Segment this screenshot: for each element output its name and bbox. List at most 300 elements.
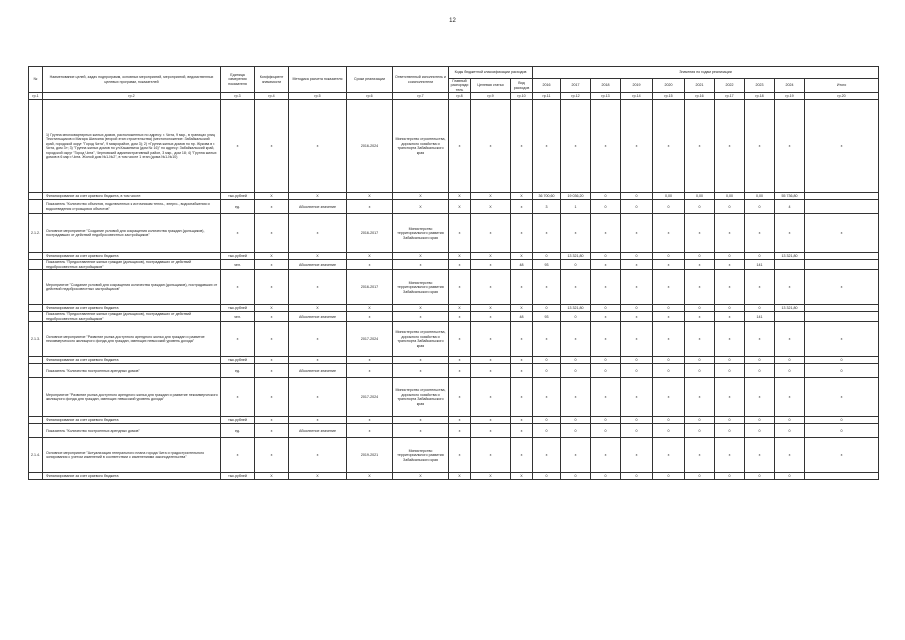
row-executor: х (393, 260, 449, 270)
row-method: Х (289, 253, 347, 260)
row-period: х (347, 417, 393, 424)
row-value-2019: х (621, 322, 653, 357)
table-row (29, 305, 879, 312)
col-number: гр.16 (685, 93, 715, 100)
row-value-2019: х (621, 260, 653, 270)
row-value-2020: 0 (653, 253, 685, 260)
row-code-vr: х (511, 378, 533, 417)
row-name: Финансирование за счет краевого бюджета (43, 473, 221, 480)
row-value-2016: х (533, 270, 561, 305)
row-value-2023: 0 (745, 417, 775, 424)
table-row (29, 357, 879, 364)
row-executor: Х (393, 253, 449, 260)
row-coef: х (255, 100, 289, 193)
row-value-2023: х (745, 100, 775, 193)
table-row (29, 473, 879, 480)
row-number: 2.1.4. (29, 438, 43, 473)
row-value-2016: х (533, 214, 561, 253)
row-unit: ед. (221, 364, 255, 378)
col-number: гр.3 (221, 93, 255, 100)
row-value-2024: 0 (775, 424, 805, 438)
row-value-2023: 0 (745, 200, 775, 214)
col-number: гр.8 (449, 93, 471, 100)
row-code-vr: х (511, 200, 533, 214)
table-row (29, 417, 879, 424)
row-unit: тыс.рублей (221, 357, 255, 364)
row-value-2020: х (653, 312, 685, 322)
row-value-2018: х (591, 214, 621, 253)
row-coef: х (255, 438, 289, 473)
row-period: Х (347, 305, 393, 312)
header-year: 2023 (745, 79, 775, 93)
row-value-2020: х (653, 378, 685, 417)
table-row (29, 312, 879, 322)
row-number (29, 260, 43, 270)
row-value-total: х (805, 100, 879, 193)
row-value-2019: х (621, 438, 653, 473)
col-number: гр.14 (621, 93, 653, 100)
table-row (29, 270, 879, 305)
row-period: х (347, 424, 393, 438)
row-code-csr: х (471, 100, 511, 193)
row-value-2019: х (621, 312, 653, 322)
row-value-2020: х (653, 214, 685, 253)
row-name: Финансирование за счет краевого бюджета (43, 417, 221, 424)
table-row (29, 253, 879, 260)
row-number (29, 305, 43, 312)
row-unit: ед. (221, 424, 255, 438)
row-value-2022: х (715, 270, 745, 305)
row-value-2018: 0 (591, 253, 621, 260)
row-value-2020: 0,00 (653, 193, 685, 200)
row-executor: Министерство территориального развития Забайкальского края (393, 214, 449, 253)
row-value-2024: х (775, 100, 805, 193)
row-value-2017: 1 (561, 200, 591, 214)
row-method: Х (289, 193, 347, 200)
row-number (29, 473, 43, 480)
row-executor: Х (393, 473, 449, 480)
header-code-vr: Вид расходов (511, 79, 533, 93)
row-name: Основное мероприятие "Создание условий для сокращения количества граждан (дольщиков), пострадавших от действий недобросовестных застройщиков" (43, 214, 221, 253)
row-value-2017: х (561, 378, 591, 417)
header-year: 2016 (533, 79, 561, 93)
program-table (28, 66, 879, 480)
row-value-2018: 0 (591, 200, 621, 214)
row-coef: х (255, 260, 289, 270)
row-value-2017: 0 (561, 357, 591, 364)
row-value-2016: 3 (533, 200, 561, 214)
row-coef: х (255, 357, 289, 364)
row-value-2024: х (775, 378, 805, 417)
row-value-2019: 0 (621, 357, 653, 364)
row-value-2023: 141 (745, 312, 775, 322)
row-value-2019: 0 (621, 253, 653, 260)
row-code-gr: Х (449, 305, 471, 312)
row-period: Х (347, 193, 393, 200)
row-value-2016: 93 (533, 312, 561, 322)
row-unit: х (221, 100, 255, 193)
header-year: 2024 (775, 79, 805, 93)
row-coef: х (255, 200, 289, 214)
row-value-2016: 36 700,60 (533, 193, 561, 200)
row-value-2022: 0 (715, 364, 745, 378)
row-value-2018: х (591, 270, 621, 305)
row-code-vr: х (511, 417, 533, 424)
row-coef: х (255, 424, 289, 438)
row-code-vr: Х (511, 193, 533, 200)
row-value-2021: 0,00 (685, 193, 715, 200)
table-row (29, 200, 879, 214)
row-code-gr: х (449, 417, 471, 424)
row-executor: Министерство территориального развития Забайкальского края (393, 438, 449, 473)
header-values-title: Значения по годам реализации (533, 67, 879, 79)
col-number: гр.11 (533, 93, 561, 100)
row-value-2024: 4 (775, 200, 805, 214)
row-unit: х (221, 214, 255, 253)
row-value-2020: 0 (653, 364, 685, 378)
header-executor: Ответственный исполнитель и соисполнители (393, 67, 449, 93)
table-row (29, 322, 879, 357)
row-value-2024: 55 736,80 (775, 193, 805, 200)
row-code-csr: Х (471, 305, 511, 312)
row-name: Показатель "Количество построенных арендных домов" (43, 424, 221, 438)
row-value-2023: 0 (745, 364, 775, 378)
table-row (29, 438, 879, 473)
row-code-csr: х (471, 270, 511, 305)
row-value-2023: х (745, 438, 775, 473)
row-value-2020: х (653, 438, 685, 473)
row-value-2024: 0 (775, 364, 805, 378)
row-unit: чел. (221, 312, 255, 322)
row-value-2020: х (653, 100, 685, 193)
row-period: х (347, 200, 393, 214)
row-value-2018: х (591, 378, 621, 417)
row-value-2022: 0 (715, 357, 745, 364)
row-period: 2017-2024 (347, 322, 393, 357)
row-value-2016: 0 (533, 417, 561, 424)
row-value-total: 0 (805, 357, 879, 364)
row-method: х (289, 270, 347, 305)
row-value-2022: 0 (715, 417, 745, 424)
row-method: Абсолютное значение (289, 312, 347, 322)
row-value-total: х (805, 270, 879, 305)
row-code-gr: х (449, 100, 471, 193)
row-value-2022: х (715, 260, 745, 270)
row-value-2024: х (775, 214, 805, 253)
row-unit: тыс.рублей (221, 253, 255, 260)
row-value-2023: 0 (745, 305, 775, 312)
row-value-2016: 0 (533, 473, 561, 480)
row-method: Абсолютное значение (289, 260, 347, 270)
row-executor: х (393, 364, 449, 378)
row-name: Финансирование за счет краевого бюджета (43, 357, 221, 364)
row-value-total (805, 253, 879, 260)
row-number (29, 312, 43, 322)
row-value-2017: х (561, 270, 591, 305)
row-value-2022: 0 (715, 424, 745, 438)
row-value-2024: х (775, 322, 805, 357)
row-executor: х (393, 417, 449, 424)
row-period: Х (347, 253, 393, 260)
row-code-gr: х (449, 312, 471, 322)
row-value-2021: х (685, 378, 715, 417)
row-value-2022: х (715, 214, 745, 253)
row-value-2016: 0 (533, 424, 561, 438)
row-period: 2016-2017 (347, 270, 393, 305)
header-code-csr: Целевая статья (471, 79, 511, 93)
row-value-2020: 0 (653, 424, 685, 438)
table-row (29, 100, 879, 193)
row-method: Абсолютное значение (289, 424, 347, 438)
row-value-2017: 0 (561, 260, 591, 270)
row-code-gr: х (449, 357, 471, 364)
row-coef: х (255, 214, 289, 253)
row-method: х (289, 322, 347, 357)
row-number: 2.1.2. (29, 214, 43, 253)
row-value-2017: 0 (561, 424, 591, 438)
row-value-2018: 0 (591, 305, 621, 312)
header-total: Итого (805, 79, 879, 93)
row-unit: ед. (221, 200, 255, 214)
row-value-2019: х (621, 214, 653, 253)
row-method: Абсолютное значение (289, 200, 347, 214)
row-value-2021: х (685, 214, 715, 253)
row-value-2020: х (653, 322, 685, 357)
col-number: гр.1 (29, 93, 43, 100)
row-coef: Х (255, 193, 289, 200)
header-coef: Коэффициент значимости (255, 67, 289, 93)
row-code-csr: Х (471, 253, 511, 260)
header-period: Сроки реализации (347, 67, 393, 93)
row-number (29, 253, 43, 260)
row-coef: х (255, 270, 289, 305)
header-unit: Единица измерения показателя (221, 67, 255, 93)
row-value-2016: х (533, 100, 561, 193)
row-number (29, 424, 43, 438)
row-name: Показатель "Количество построенных арендных домов" (43, 364, 221, 378)
row-value-2017: 0 (561, 417, 591, 424)
row-method: Х (289, 305, 347, 312)
row-method: х (289, 214, 347, 253)
row-number (29, 364, 43, 378)
row-method: х (289, 357, 347, 364)
row-method: Абсолютное значение (289, 364, 347, 378)
row-value-2021: 0 (685, 417, 715, 424)
row-value-2021: 0 (685, 473, 715, 480)
row-value-2024: 13 321,80 (775, 305, 805, 312)
row-value-2024: х (775, 438, 805, 473)
table-row (29, 424, 879, 438)
row-unit: х (221, 438, 255, 473)
row-code-csr: х (471, 424, 511, 438)
row-coef: х (255, 378, 289, 417)
row-code-csr: Х (471, 193, 511, 200)
table-row (29, 214, 879, 253)
row-number (29, 200, 43, 214)
row-value-total (805, 473, 879, 480)
row-period: х (347, 364, 393, 378)
row-value-2018: 0 (591, 424, 621, 438)
row-value-2021: 0 (685, 200, 715, 214)
row-value-2016: 0 (533, 357, 561, 364)
row-code-vr: х (511, 100, 533, 193)
row-value-2022: х (715, 438, 745, 473)
row-value-2017: 19 036,20 (561, 193, 591, 200)
row-code-vr: х (511, 270, 533, 305)
row-value-2024: 13 321,80 (775, 253, 805, 260)
row-executor: х (393, 424, 449, 438)
col-number: гр.10 (511, 93, 533, 100)
row-value-2024: 0 (775, 473, 805, 480)
row-coef: Х (255, 473, 289, 480)
row-method: х (289, 417, 347, 424)
row-coef: х (255, 322, 289, 357)
row-value-2019: 0 (621, 200, 653, 214)
row-code-csr: х (471, 438, 511, 473)
row-value-2024: 0 (775, 357, 805, 364)
table-row (29, 260, 879, 270)
row-value-2018: х (591, 100, 621, 193)
row-value-2018: 0 (591, 473, 621, 480)
row-code-vr: 48 (511, 312, 533, 322)
row-number: 2.1.3. (29, 322, 43, 357)
row-value-2017: 0 (561, 473, 591, 480)
row-name: Показатель "Предоставление жилых граждан (дольщиков), пострадавших от действий недобросовестных застройщиков" (43, 260, 221, 270)
row-coef: Х (255, 305, 289, 312)
table-row (29, 193, 879, 200)
row-value-2022: 0 (715, 473, 745, 480)
row-code-csr: х (471, 322, 511, 357)
row-value-total: х (805, 378, 879, 417)
row-unit: тыс.рублей (221, 417, 255, 424)
row-code-gr: х (449, 364, 471, 378)
row-code-gr: Х (449, 193, 471, 200)
row-name: Финансирование за счет краевого бюджета (43, 253, 221, 260)
row-code-csr: Х (471, 473, 511, 480)
header-budget-codes: Коды бюджетной классификации расходов (449, 67, 533, 79)
row-name: Основное мероприятие "Актуализация генерального плана города Чита и градостроительного зонирования с учетом изменений в соответствии с изменениями законодательства" (43, 438, 221, 473)
table-header (29, 67, 879, 93)
row-code-vr: х (511, 357, 533, 364)
row-value-2020: 0 (653, 417, 685, 424)
row-name: Финансирование за счет краевого бюджета (43, 305, 221, 312)
row-value-total (805, 200, 879, 214)
row-value-2022: х (715, 312, 745, 322)
row-executor: х (393, 312, 449, 322)
row-name: 1) Группа многоквартирных жилых домов, расположенных по адресу: г. Чита, 9 мкр., в границах улиц Текстильщиков и Магара Шилкина (второй этап строительства) (местоположение: Забайкальский край, городской округ "Город Чита", 9 микрорайон, дом 3); 2) «Группа жилых домов по пр. Жукова в г. Чита, дом 3»; 3) "Группа жилых домов по ул.Кашкевича (дом № 16)" по адресу: Забайкальский край, городской округ "Город Чита", Черновский административный район, 3 мкр., дом 18; 4) "Группа жилых домов в 6 мкр г.Чита. Жилой дом №1-№2", в том числе 1 этап (дома №1-№10) (43, 100, 221, 193)
row-value-2019: х (621, 270, 653, 305)
row-value-2018: 0 (591, 417, 621, 424)
row-executor: х (393, 357, 449, 364)
row-value-2019: 0 (621, 364, 653, 378)
row-value-2022: 0 (715, 200, 745, 214)
row-value-2022: 0,00 (715, 193, 745, 200)
row-unit: х (221, 270, 255, 305)
row-code-vr: х (511, 364, 533, 378)
row-code-gr: х (449, 260, 471, 270)
row-value-2017: х (561, 438, 591, 473)
col-number: гр.17 (715, 93, 745, 100)
row-unit: чел. (221, 260, 255, 270)
header-year: 2018 (591, 79, 621, 93)
row-value-2023: 0,00 (745, 193, 775, 200)
row-value-2016: 0 (533, 253, 561, 260)
row-value-2018: 0 (591, 357, 621, 364)
row-name: Показатель "Предоставление жилых граждан (дольщиков), пострадавших от действий недобросовестных застройщиков" (43, 312, 221, 322)
row-value-2023: х (745, 378, 775, 417)
row-period: х (347, 260, 393, 270)
row-value-total (805, 260, 879, 270)
row-period: 2017-2024 (347, 378, 393, 417)
col-number: гр.18 (745, 93, 775, 100)
row-value-2022: х (715, 100, 745, 193)
row-period: х (347, 357, 393, 364)
row-value-2021: х (685, 312, 715, 322)
row-value-2022: 0 (715, 253, 745, 260)
row-value-2016: х (533, 438, 561, 473)
row-value-2021: х (685, 438, 715, 473)
row-value-2023: 0 (745, 424, 775, 438)
row-name: Основное мероприятие "Развитие рынка доступного арендного жилья для граждан и развитие некоммерческого жилищного фонда для граждан, имеющих невысокий уровень дохода" (43, 322, 221, 357)
row-value-2019: 0 (621, 305, 653, 312)
row-number (29, 270, 43, 305)
row-value-2018: х (591, 438, 621, 473)
row-number (29, 378, 43, 417)
row-code-gr: х (449, 424, 471, 438)
row-executor: Х (393, 305, 449, 312)
row-value-2019: 0 (621, 193, 653, 200)
row-value-2019: 0 (621, 473, 653, 480)
header-year: 2019 (621, 79, 653, 93)
row-code-gr: х (449, 214, 471, 253)
row-value-2017: 0 (561, 312, 591, 322)
header-no: № (29, 67, 43, 93)
row-unit: х (221, 322, 255, 357)
row-code-vr: х (511, 424, 533, 438)
row-name: Мероприятие "Создание условий для сокращения количества граждан (дольщиков), пострадавших от действий недобросовестных застройщиков" (43, 270, 221, 305)
row-period: 2019-2021 (347, 438, 393, 473)
header-year: 2022 (715, 79, 745, 93)
row-value-2019: 0 (621, 424, 653, 438)
row-value-2021: х (685, 322, 715, 357)
row-code-csr: Х (471, 200, 511, 214)
col-number: гр.7 (393, 93, 449, 100)
row-value-2022: х (715, 378, 745, 417)
row-value-total: х (805, 322, 879, 357)
row-value-2021: х (685, 270, 715, 305)
row-value-2018: х (591, 322, 621, 357)
row-value-2020: 0 (653, 473, 685, 480)
row-value-2021: 0 (685, 305, 715, 312)
row-code-csr: х (471, 214, 511, 253)
row-code-vr: х (511, 214, 533, 253)
row-code-csr: х (471, 260, 511, 270)
row-value-2017: 13 321,80 (561, 253, 591, 260)
row-code-vr: х (511, 322, 533, 357)
row-code-gr: х (449, 270, 471, 305)
row-value-2016: 93 (533, 260, 561, 270)
row-code-gr: Х (449, 253, 471, 260)
row-value-2022: х (715, 322, 745, 357)
header-method: Методика расчета показателя (289, 67, 347, 93)
row-code-vr: Х (511, 305, 533, 312)
page-number: 12 (449, 18, 456, 24)
row-value-2017: х (561, 100, 591, 193)
row-coef: Х (255, 253, 289, 260)
row-value-total (805, 305, 879, 312)
table-body (29, 93, 879, 480)
row-code-vr: Х (511, 473, 533, 480)
